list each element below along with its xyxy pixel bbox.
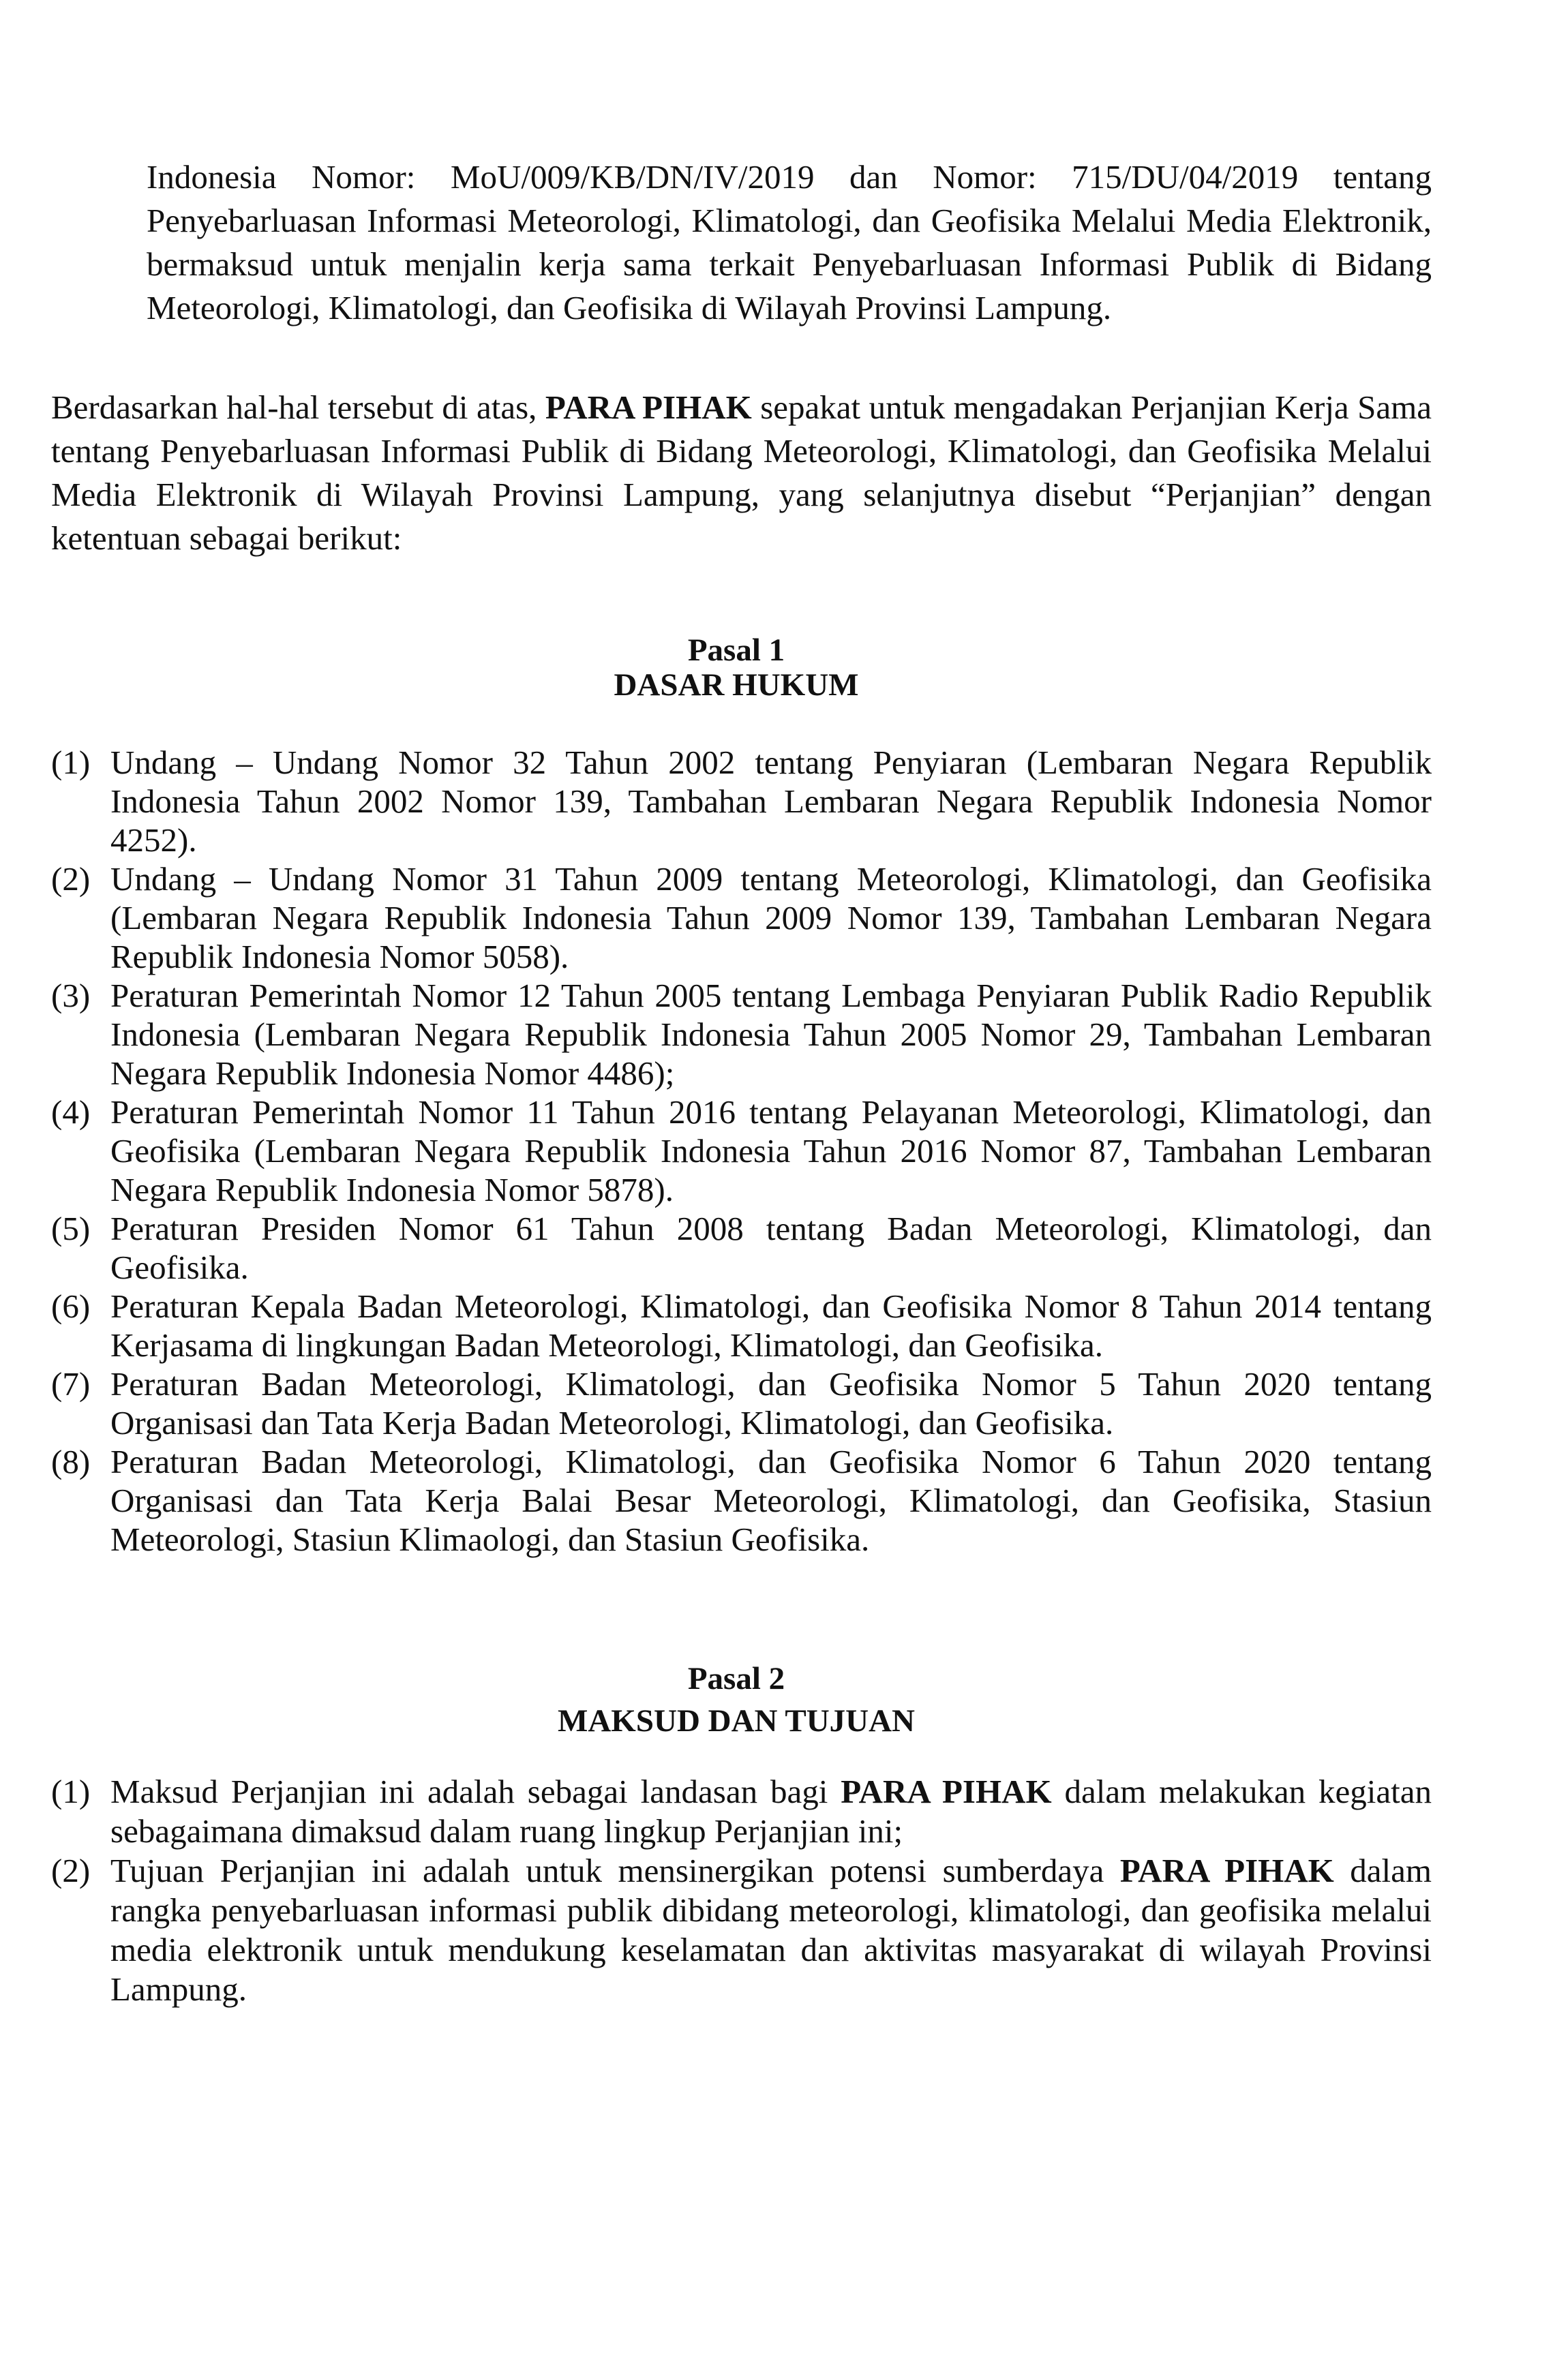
legal-basis-item: [51, 1442, 1432, 1559]
item-text: Peraturan Badan Meteorologi, Klimatologi, dan Geofisika Nomor 5 Tahun 2020 tentang Organisasi dan Tata Kerja Badan Meteorologi, Klimatologi, dan Geofisika.: [110, 1365, 1432, 1441]
item-text: Peraturan Pemerintah Nomor 11 Tahun 2016 tentang Pelayanan Meteorologi, Klimatologi, dan Geofisika (Lembaran Negara Republik Indonesia Tahun 2016 Nomor 87, Tambahan Lembaran Negara Republik Indonesia Nomor 5878).: [110, 1093, 1432, 1208]
para-pihak-term: PARA PIHAK: [841, 1773, 1052, 1810]
pasal-1-title: DASAR HUKUM: [614, 667, 859, 703]
item-number: (8): [51, 1443, 91, 1480]
item-text: Peraturan Badan Meteorologi, Klimatologi, dan Geofisika Nomor 6 Tahun 2020 tentang Organisasi dan Tata Kerja Balai Besar Meteorologi, Klimatologi, dan Geofisika, Stasiun Meteorologi, Stasiun Klimaologi, dan Stasiun Geofisika.: [110, 1443, 1432, 1558]
intro-paragraph: [147, 155, 1432, 330]
item-text-end: dalam rangka penyebarluasan informasi publik dibidang meteorologi, klimatologi, dan geofisika melalui media elektronik untuk mendukung keselamatan dan aktivitas masyarakat di wilayah Provinsi Lampung.: [110, 1852, 1432, 2008]
item-number: (4): [51, 1093, 91, 1131]
agreement-text-start: Berdasarkan hal-hal tersebut di atas,: [51, 388, 537, 426]
purpose-list: [51, 1772, 1432, 2009]
legal-basis-item: [51, 743, 1432, 859]
para-pihak-term: PARA PIHAK: [545, 388, 752, 426]
item-text-start: Maksud Perjanjian ini adalah sebagai landasan bagi: [110, 1773, 828, 1810]
legal-basis-item: [51, 1209, 1432, 1287]
purpose-item: [51, 1772, 1432, 1851]
item-number: (1): [51, 1773, 91, 1810]
item-number: (7): [51, 1365, 91, 1403]
item-text-end: dalam melakukan kegiatan sebagaimana dimaksud dalam ruang lingkup Perjanjian ini;: [110, 1773, 1432, 1850]
item-text: Undang – Undang Nomor 31 Tahun 2009 tentang Meteorologi, Klimatologi, dan Geofisika (Lembaran Negara Republik Indonesia Tahun 2009 Nomor 139, Tambahan Lembaran Negara Republik Indonesia Nomor 5058).: [110, 860, 1432, 975]
item-text-start: Tujuan Perjanjian ini adalah untuk mensinergikan potensi sumberdaya: [110, 1852, 1104, 1889]
legal-basis-item: [51, 1093, 1432, 1209]
legal-basis-item: [51, 976, 1432, 1093]
intro-text: Indonesia Nomor: MoU/009/KB/DN/IV/2019 dan Nomor: 715/DU/04/2019 tentang Penyebarluasan Informasi Meteorologi, Klimatologi, dan Geofisika Melalui Media Elektronik, bermaksud untuk menjalin kerja sama terkait Penyebarluasan Informasi Publik di Bidang Meteorologi, Klimatologi, dan Geofisika di Wilayah Provinsi Lampung.: [147, 158, 1432, 326]
item-text: Peraturan Pemerintah Nomor 12 Tahun 2005 tentang Lembaga Penyiaran Publik Radio Republik Indonesia (Lembaran Negara Republik Indonesia Tahun 2005 Nomor 29, Tambahan Lembaran Negara Republik Indonesia Nomor 4486);: [110, 977, 1432, 1092]
item-text: Undang – Undang Nomor 32 Tahun 2002 tentang Penyiaran (Lembaran Negara Republik Indonesia Tahun 2002 Nomor 139, Tambahan Lembaran Negara Republik Indonesia Nomor 4252).: [110, 744, 1432, 859]
item-text: Peraturan Kepala Badan Meteorologi, Klimatologi, dan Geofisika Nomor 8 Tahun 2014 tentang Kerjasama di lingkungan Badan Meteorologi, Klimatologi, dan Geofisika.: [110, 1287, 1432, 1364]
pasal-1-label: Pasal 1: [687, 632, 785, 668]
para-pihak-term: PARA PIHAK: [1119, 1852, 1334, 1889]
legal-basis-item: [51, 1364, 1432, 1442]
item-number: (3): [51, 977, 91, 1014]
item-number: (5): [51, 1210, 91, 1247]
item-text: Peraturan Presiden Nomor 61 Tahun 2008 tentang Badan Meteorologi, Klimatologi, dan Geofisika.: [110, 1210, 1432, 1286]
item-number: (2): [51, 1852, 91, 1889]
pasal-2-title: MAKSUD DAN TUJUAN: [558, 1703, 915, 1739]
agreement-paragraph: [51, 386, 1432, 560]
legal-basis-list: [51, 743, 1432, 1559]
item-number: (1): [51, 744, 91, 781]
agreement-text-end: sepakat untuk mengadakan Perjanjian Kerja Sama tentang Penyebarluasan Informasi Publik di Bidang Meteorologi, Klimatologi, dan Geofisika Melalui Media Elektronik di Wilayah Provinsi Lampung, yang selanjutnya disebut “Perjanjian” dengan ketentuan sebagai berikut:: [51, 388, 1432, 557]
item-number: (6): [51, 1287, 91, 1325]
purpose-item: [51, 1851, 1432, 2009]
item-number: (2): [51, 860, 91, 898]
legal-basis-item: [51, 859, 1432, 976]
pasal-2-label: Pasal 2: [687, 1661, 785, 1696]
legal-basis-item: [51, 1287, 1432, 1364]
